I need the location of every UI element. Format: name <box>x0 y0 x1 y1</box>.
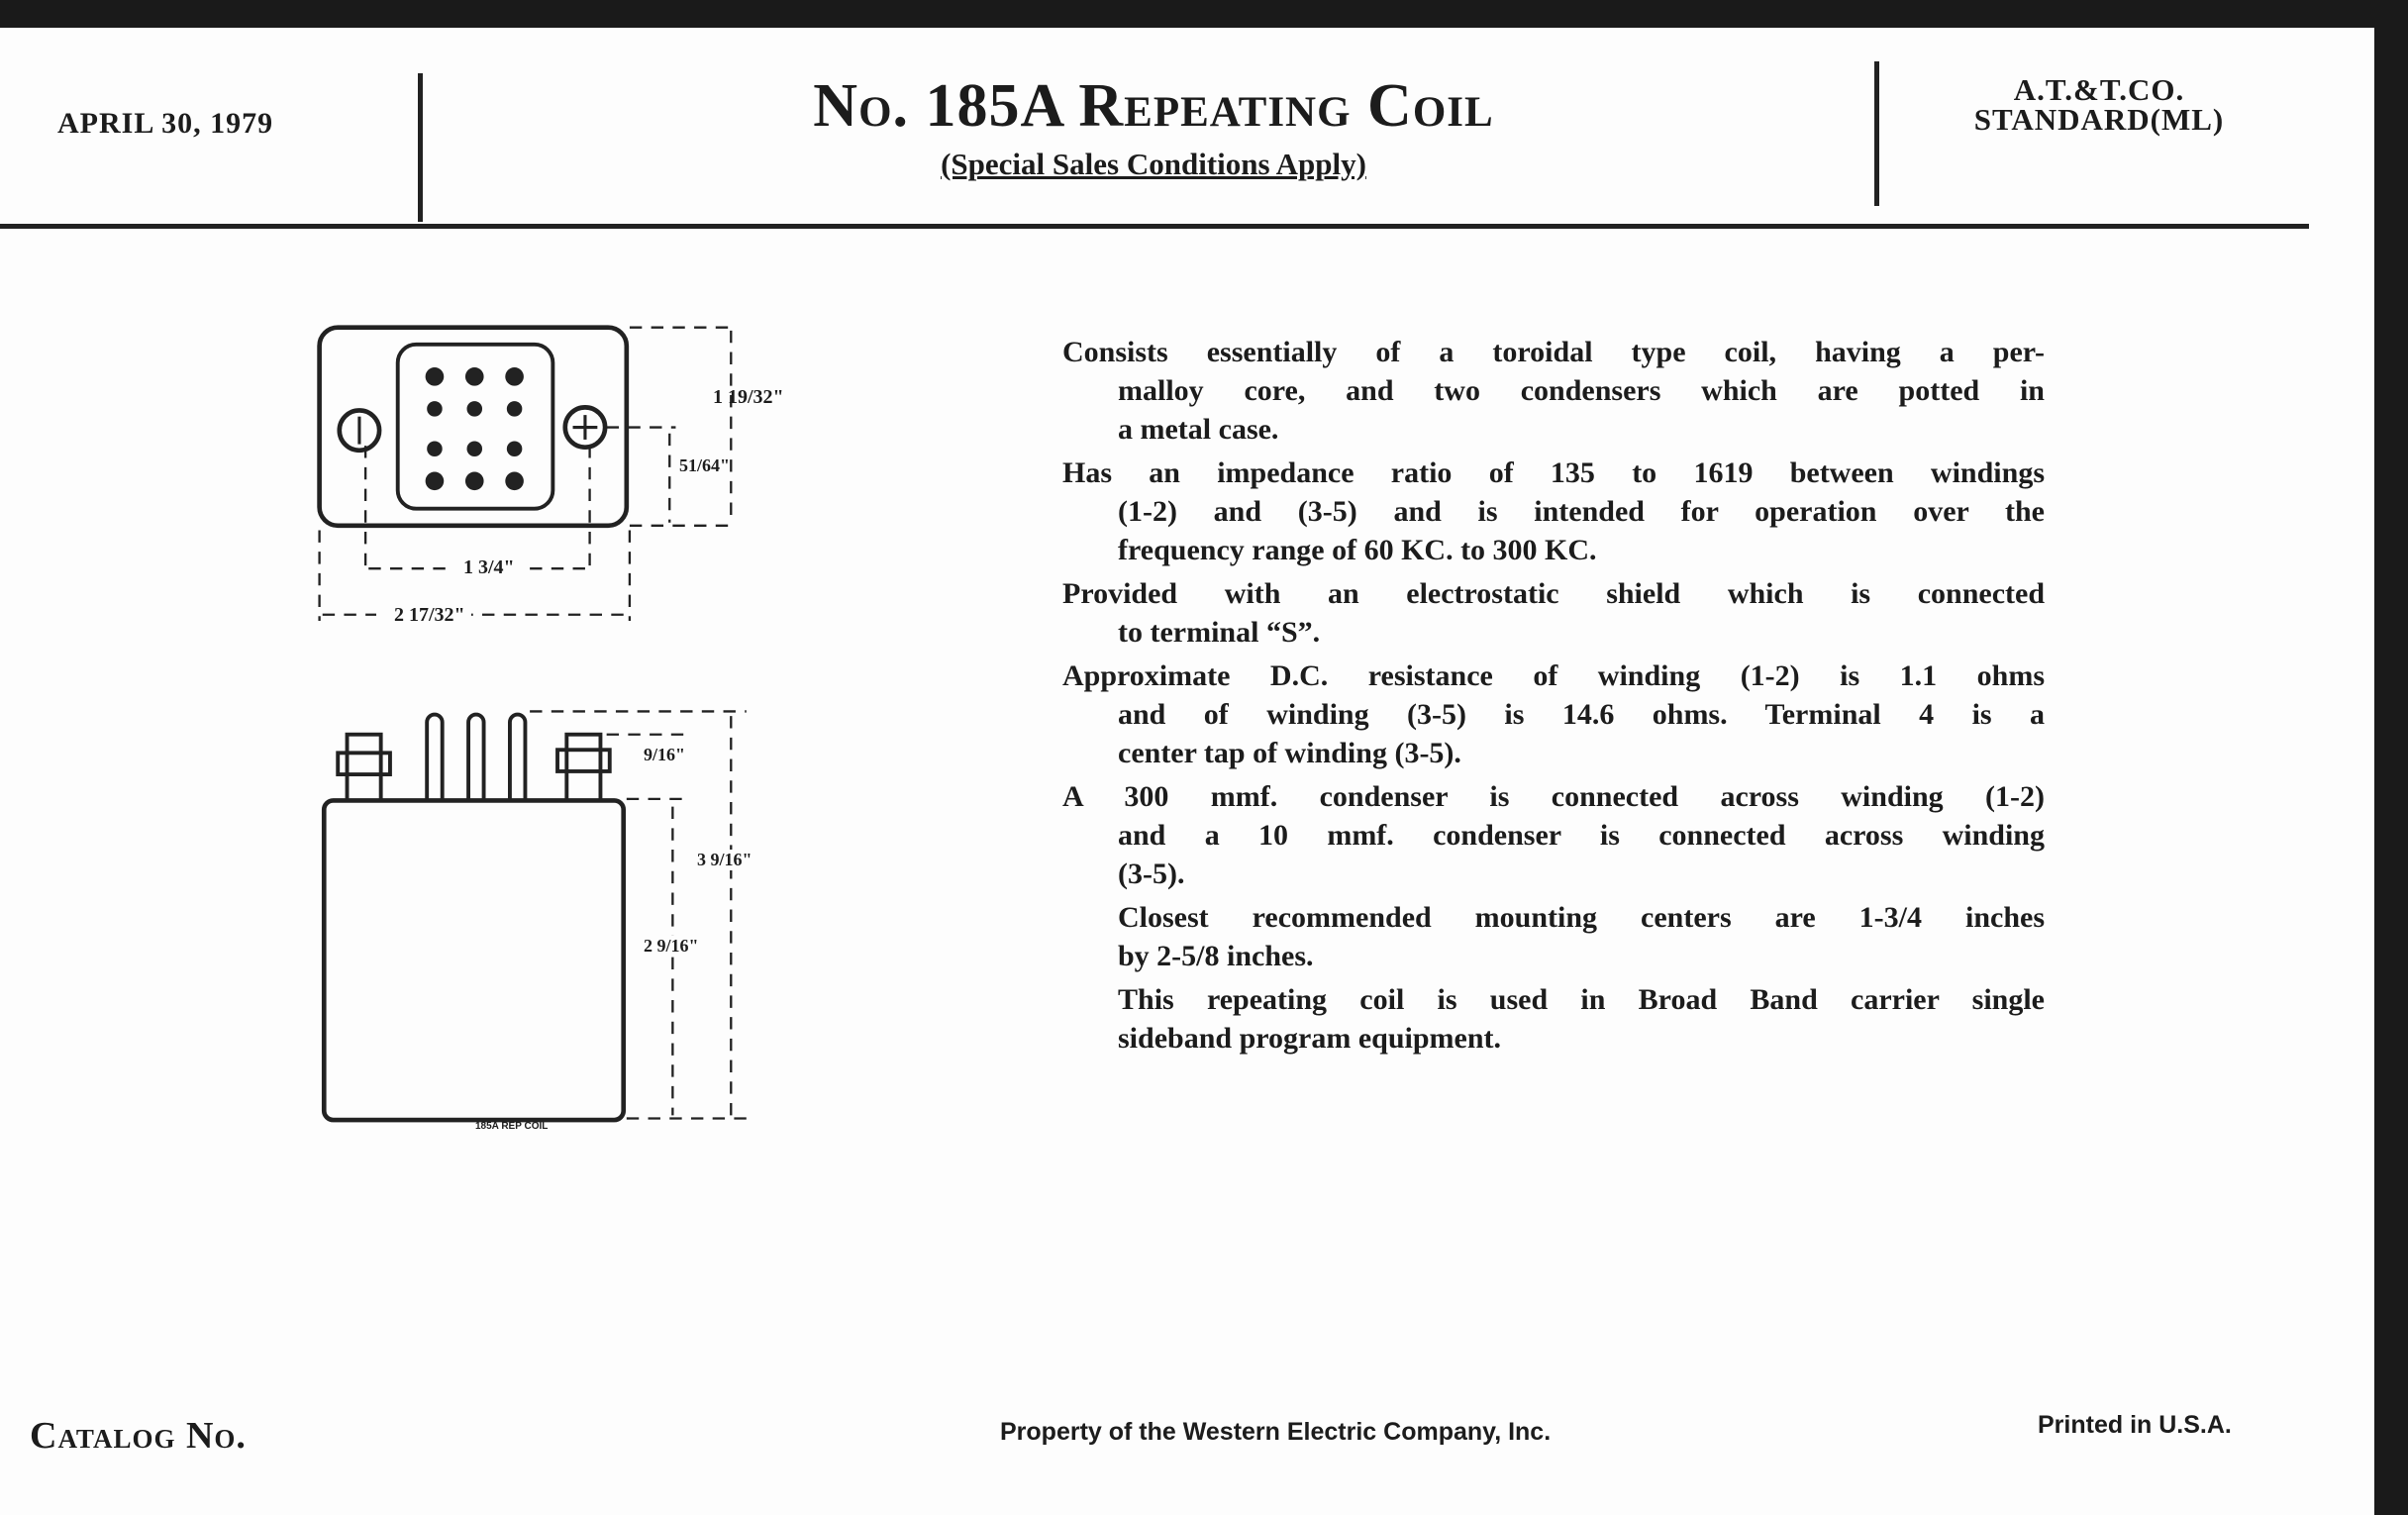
text-line: malloy core, and two condensers which are potted in <box>1118 374 2045 407</box>
description <box>1062 333 2045 1062</box>
text-line: This repeating coil is used in Broad Band carrier single <box>1118 983 2045 1016</box>
dim-width: 2 17/32" <box>388 604 471 627</box>
text-line: sideband program equipment. <box>1118 1022 1502 1055</box>
text-line: Has an impedance ratio of 135 to 1619 between windings <box>1062 456 2045 489</box>
dim-case-height: 2 9/16" <box>644 936 699 956</box>
text-line: and a 10 mmf. condenser is connected across winding <box>1118 819 2045 852</box>
text-line: to terminal “S”. <box>1118 616 1321 649</box>
text-line: A 300 mmf. condenser is connected across winding (1-2) <box>1062 780 2045 813</box>
printed-in-notice: Printed in U.S.A. <box>2038 1411 2232 1439</box>
page-title: No. 185A Repeating Coil <box>813 72 1494 140</box>
text-line: Approximate D.C. resistance of winding (1-2) is 1.1 ohms <box>1062 659 2045 692</box>
terminal-holes <box>426 367 524 490</box>
property-notice: Property of the Western Electric Company, Inc. <box>1000 1418 1552 1446</box>
dim-terminal-height: 9/16" <box>644 745 685 764</box>
text-line: Closest recommended mounting centers are 1-3/4 inches <box>1118 901 2045 934</box>
description-paragraph <box>1062 454 2045 569</box>
description-paragraph <box>1062 898 2045 975</box>
text-line: (3-5). <box>1118 858 1185 890</box>
text-line: and of winding (3-5) is 14.6 ohms. Terminal 4 is a <box>1118 698 2045 731</box>
side-view-drawing <box>324 711 747 1120</box>
dim-overall-height: 3 9/16" <box>697 850 752 869</box>
description-paragraph <box>1062 333 2045 449</box>
text-line: Consists essentially of a toroidal type coil, having a per- <box>1062 336 2045 368</box>
description-paragraph <box>1062 777 2045 893</box>
text-line: by 2-5/8 inches. <box>1118 940 1314 972</box>
text-line: Provided with an electrostatic shield which is connected <box>1062 577 2045 610</box>
description-paragraph <box>1062 980 2045 1058</box>
drawing-caption: 185A REP COIL <box>475 1121 549 1132</box>
issue-date: APRIL 30, 1979 <box>57 107 274 140</box>
dim-mount-centers: 1 3/4" <box>457 556 521 579</box>
dim-height-top: 1 19/32" <box>713 386 784 408</box>
description-paragraph <box>1062 574 2045 652</box>
dim-offset: 51/64" <box>679 455 730 475</box>
top-view-drawing <box>320 328 738 621</box>
catalog-number-label: Catalog No. <box>30 1415 247 1457</box>
text-line: a metal case. <box>1118 413 1279 446</box>
text-line: (1-2) and (3-5) and is intended for operation over the <box>1118 495 2045 528</box>
standard-line-2: STANDARD(ML) <box>1973 102 2225 137</box>
standard-line-1: A.T.&T.CO. <box>2013 72 2185 107</box>
description-paragraph <box>1062 656 2045 772</box>
text-line: frequency range of 60 KC. to 300 KC. <box>1118 534 1597 566</box>
text-line: center tap of winding (3-5). <box>1118 737 1461 769</box>
page-subtitle: (Special Sales Conditions Apply) <box>941 147 1366 181</box>
